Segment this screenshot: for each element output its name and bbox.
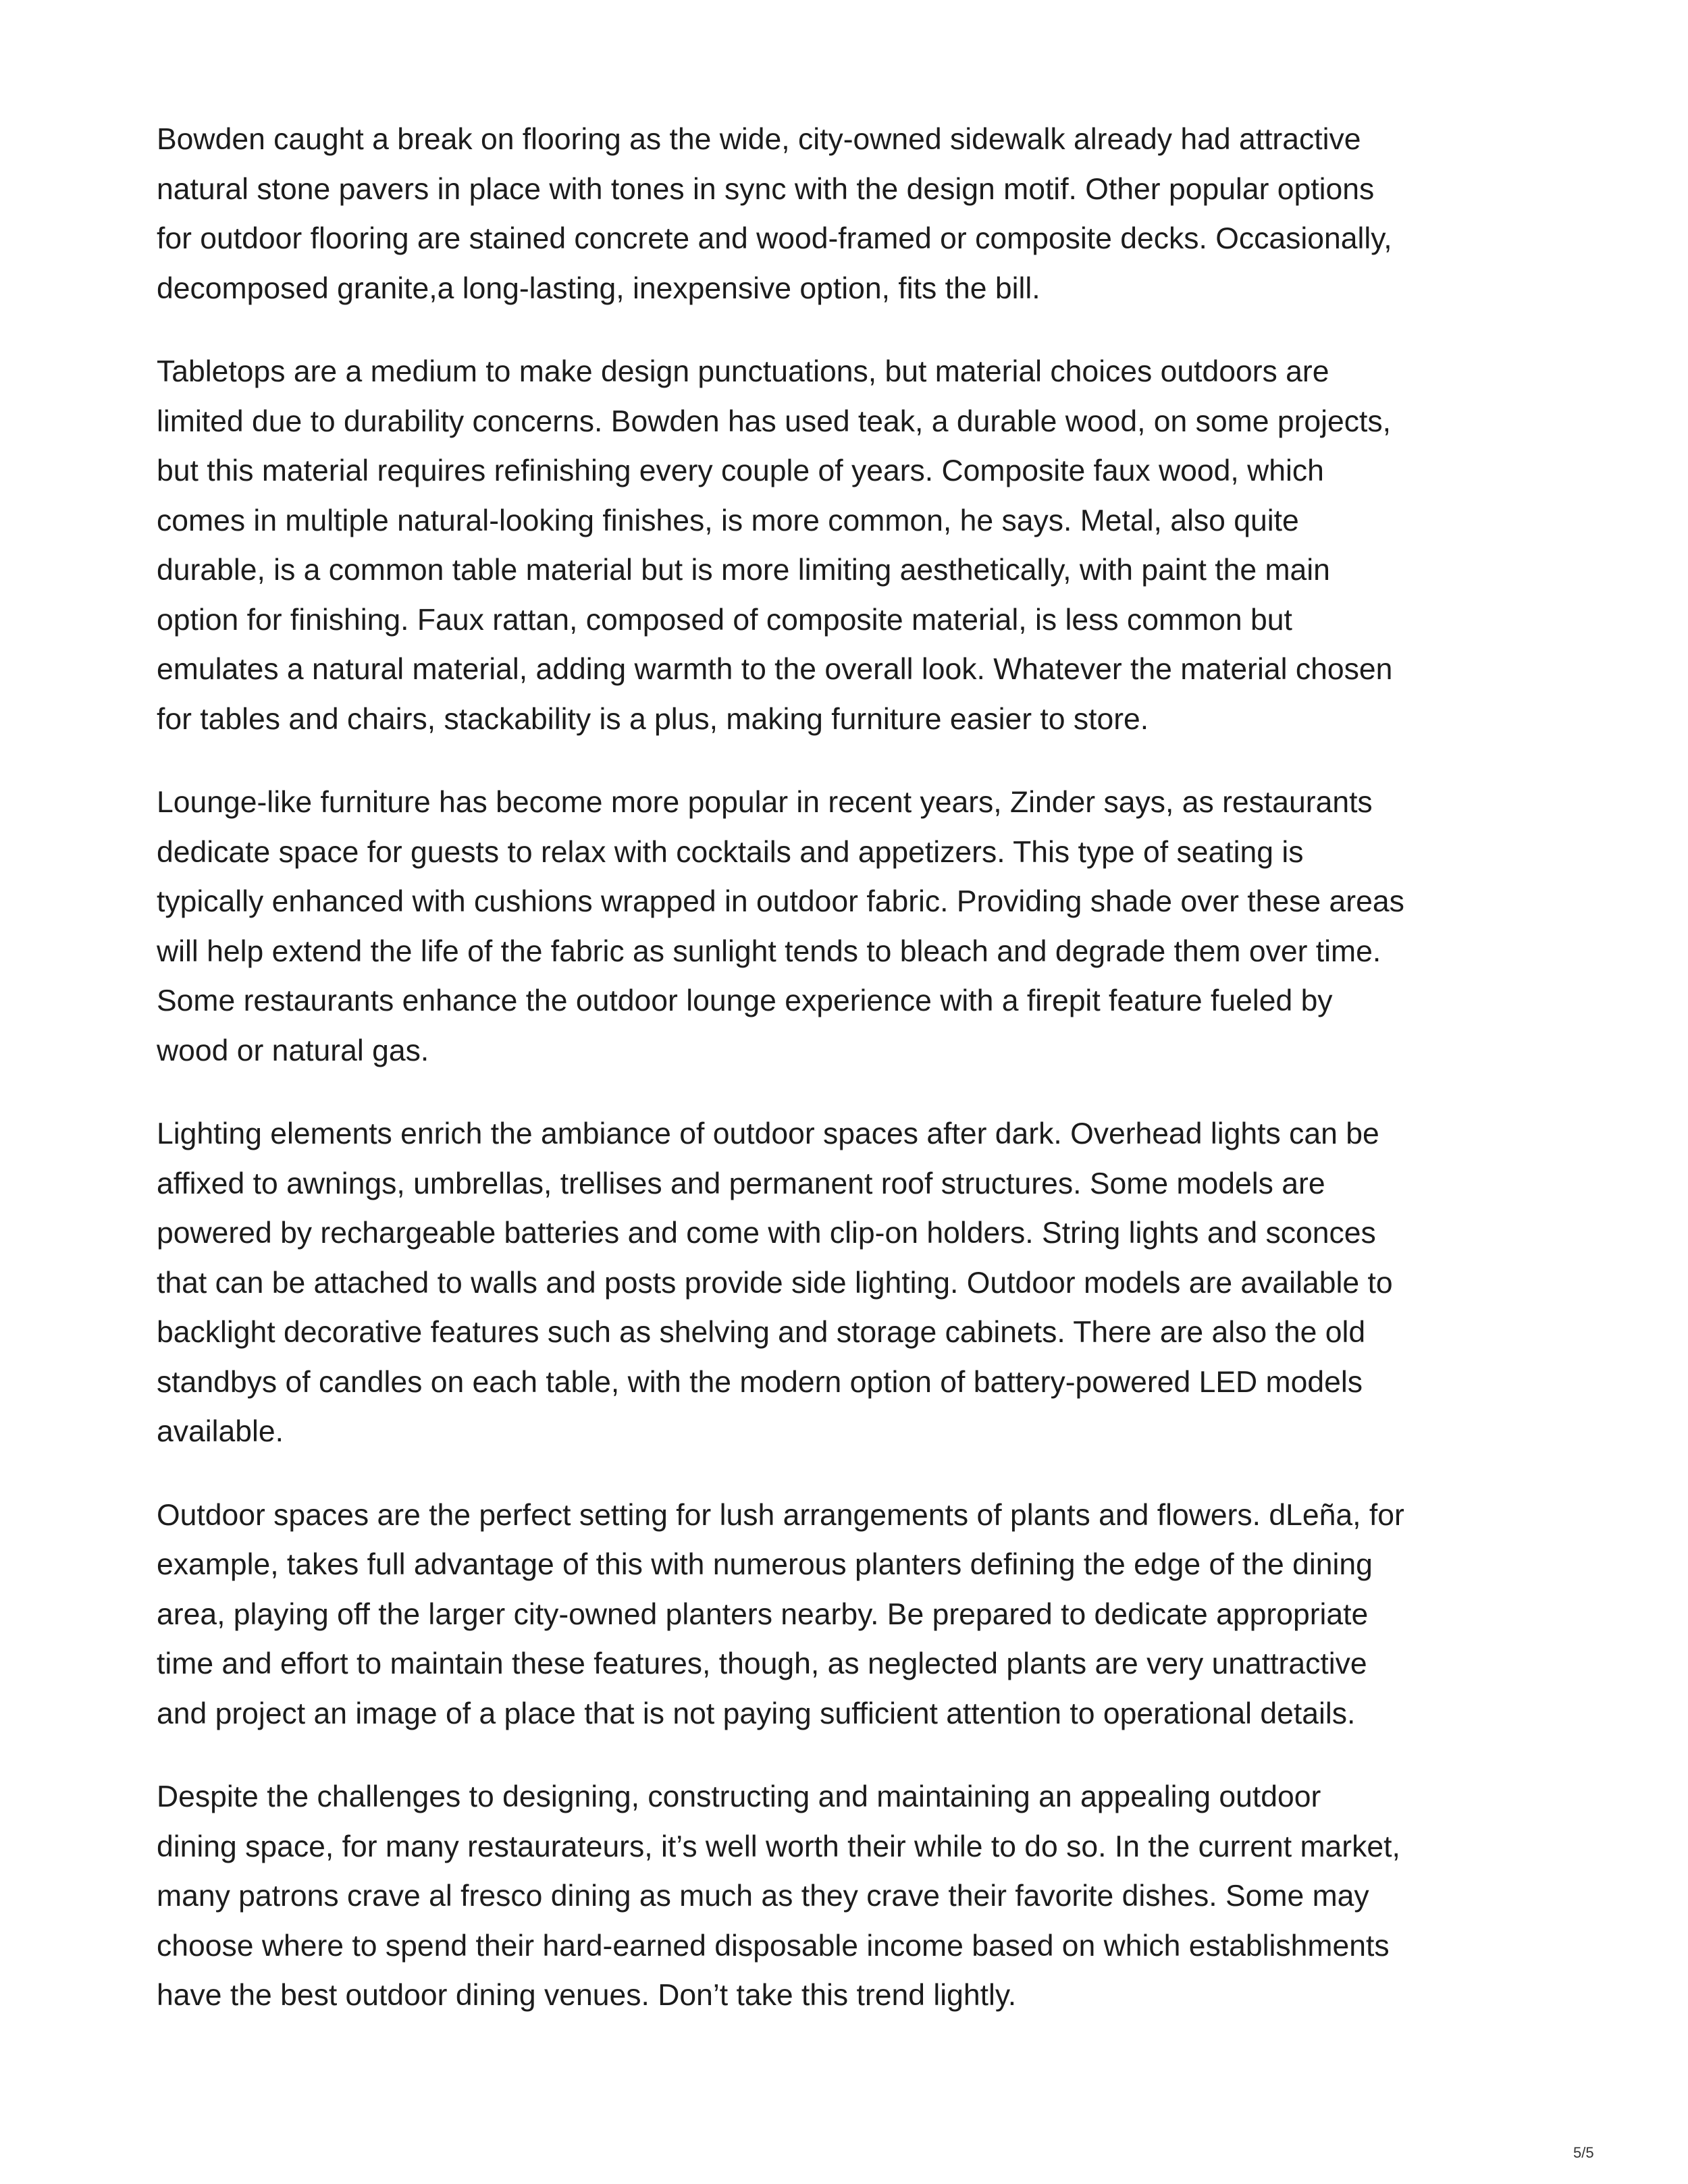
paragraph-plants: Outdoor spaces are the perfect setting for lush arrangements of plants and flowers. dLeña, for example, takes full advantage of this with numerous planters defining the edge of the dining area, playing off the larger city-owned planters nearby. Be prepared to dedicate appropriate time and effort to maintain these features, though, as neglected plants are very unattractive and project an image of a place that is not paying sufficient attention to operational details. xyxy=(157,1498,1404,1730)
paragraph-flooring: Bowden caught a break on flooring as the wide, city-owned sidewalk already had attractive natural stone pavers in place with tones in sync with the design motif. Other popular options for outdoor flooring are stained concrete and wood-framed or composite decks. Occasionally, decomposed granite,a long-lasting, inexpensive option, fits the bill. xyxy=(157,123,1392,305)
article-body xyxy=(157,115,1541,2054)
paragraph-conclusion: Despite the challenges to designing, constructing and maintaining an appealing outdoor dining space, for many restaurateurs, it’s well worth their while to do so. In the current market, many patrons crave al fresco dining as much as they crave their favorite dishes. Some may choose where to spend their hard-earned disposable income based on which establishments have the best outdoor dining venues. Don’t take this trend lightly. xyxy=(157,1780,1400,2012)
paragraph-lighting: Lighting elements enrich the ambiance of outdoor spaces after dark. Overhead lights can be affixed to awnings, umbrellas, trellises and permanent roof structures. Some models are powered by rechargeable batteries and come with clip-on holders. String lights and sconces that can be attached to walls and posts provide side lighting. Outdoor models are available to backlight decorative features such as shelving and storage cabinets. There are also the old standbys of candles on each table, with the modern option of battery-powered LED models available. xyxy=(157,1117,1393,1448)
paragraph-lounge-furniture: Lounge-like furniture has become more popular in recent years, Zinder says, as restaurants dedicate space for guests to relax with cocktails and appetizers. This type of seating is typically enhanced with cushions wrapped in outdoor fabric. Providing shade over these areas will help extend the life of the fabric as sunlight tends to bleach and degrade them over time. Some restaurants enhance the outdoor lounge experience with a firepit feature fueled by wood or natural gas. xyxy=(157,786,1404,1067)
paragraph-tabletops: Tabletops are a medium to make design punctuations, but material choices outdoors are limited due to durability concerns. Bowden has used teak, a durable wood, on some projects, but this material requires refinishing every couple of years. Composite faux wood, which comes in multiple natural-looking finishes, is more common, he says. Metal, also quite durable, is a common table material but is more limiting aesthetically, with paint the main option for finishing. Faux rattan, composed of composite material, is less common but emulates a natural material, adding warmth to the overall look. Whatever the material chosen for tables and chairs, stackability is a plus, making furniture easier to store. xyxy=(157,355,1393,736)
page-number: 5/5 xyxy=(1573,2144,1594,2161)
